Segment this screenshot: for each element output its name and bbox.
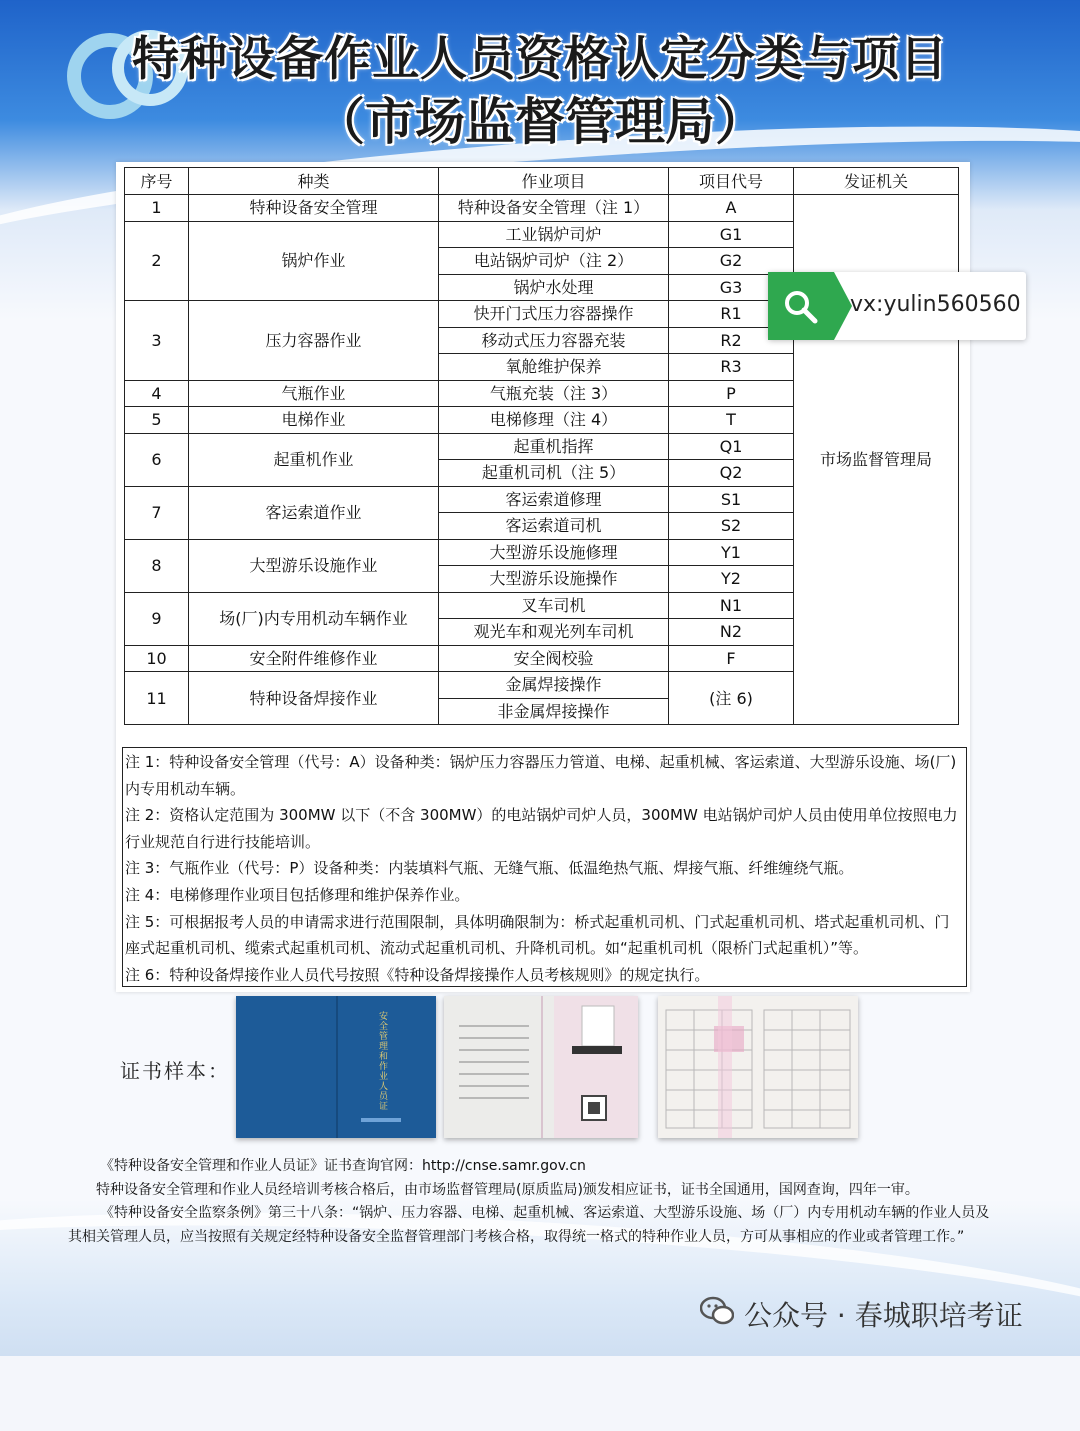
note-line: 注 3：气瓶作业（代号：P）设备种类：内装填料气瓶、无缝气瓶、低温绝热气瓶、焊接气瓶、纤维缠绕气瓶。 xyxy=(125,859,854,878)
row-category: 场(厂)内专用机动车辆作业 xyxy=(189,592,439,645)
qualification-table xyxy=(124,167,959,725)
row-code: G2 xyxy=(669,248,794,275)
row-item: 大型游乐设施修理 xyxy=(439,539,669,566)
issuing-authority: 市场监督管理局 xyxy=(794,195,959,725)
cover-emblem-icon xyxy=(351,1108,411,1138)
row-code: R1 xyxy=(669,301,794,328)
row-item: 客运索道司机 xyxy=(439,513,669,540)
row-item: 叉车司机 xyxy=(439,592,669,619)
row-code: Q1 xyxy=(669,433,794,460)
footer-text xyxy=(68,1155,1048,1249)
header-no: 序号 xyxy=(125,168,189,195)
row-no: 11 xyxy=(125,672,189,725)
watermark-badge xyxy=(768,272,1026,340)
row-no: 9 xyxy=(125,592,189,645)
row-code: G3 xyxy=(669,274,794,301)
row-category: 大型游乐设施作业 xyxy=(189,539,439,592)
row-code: N1 xyxy=(669,592,794,619)
cover-title-text: 安全管理和作业人员证 xyxy=(377,1011,387,1111)
row-no: 3 xyxy=(125,301,189,381)
row-category: 特种设备焊接作业 xyxy=(189,672,439,725)
row-code: Y1 xyxy=(669,539,794,566)
note-line: 注 6：特种设备焊接作业人员代号按照《特种设备焊接操作人员考核规则》的规定执行。 xyxy=(125,965,710,984)
note-line: 注 2：资格认定范围为 300MW 以下（不含 300MW）的电站锅炉司炉人员，300MW 电站锅炉司炉人员由使用单位按照电力 xyxy=(125,806,958,825)
footer-line: 特种设备安全管理和作业人员经培训考核合格后，由市场监督管理局(原质监局)颁发相应证书，证书全国通用，国网查询，四年一审。 xyxy=(96,1181,919,1198)
footer-line: 《特种设备安全监察条例》第三十八条：“锅炉、压力容器、电梯、起重机械、客运索道、大型游乐设施、场（厂）内专用机动车辆的作业人员及 xyxy=(100,1205,990,1221)
row-item: 电站锅炉司炉（注 2） xyxy=(439,248,669,275)
certificate-cover-image xyxy=(236,996,436,1138)
row-item: 非金属焊接操作 xyxy=(439,698,669,725)
row-code: Q2 xyxy=(669,460,794,487)
row-item: 起重机指挥 xyxy=(439,433,669,460)
row-no: 1 xyxy=(125,195,189,222)
row-no: 5 xyxy=(125,407,189,434)
cover-title-band xyxy=(376,1011,392,1121)
table-row xyxy=(125,195,959,222)
row-item: 工业锅炉司炉 xyxy=(439,221,669,248)
row-item: 客运索道修理 xyxy=(439,486,669,513)
row-item: 观光车和观光列车司机 xyxy=(439,619,669,646)
row-item: 气瓶充装（注 3） xyxy=(439,380,669,407)
row-code: N2 xyxy=(669,619,794,646)
row-category: 起重机作业 xyxy=(189,433,439,486)
row-code: P xyxy=(669,380,794,407)
note-line: 注 4：电梯修理作业项目包括修理和维护保养作业。 xyxy=(125,885,470,904)
header-code: 项目代号 xyxy=(669,168,794,195)
row-no: 8 xyxy=(125,539,189,592)
row-item: 移动式压力容器充装 xyxy=(439,327,669,354)
row-item: 大型游乐设施操作 xyxy=(439,566,669,593)
row-code: F xyxy=(669,645,794,672)
brand-text: 公众号 · 春城职培考证 xyxy=(744,1299,1023,1332)
certificate-inner-drawing xyxy=(444,996,638,1138)
row-item: 氧舱维护保养 xyxy=(439,354,669,381)
row-no: 10 xyxy=(125,645,189,672)
row-no: 2 xyxy=(125,221,189,301)
row-category: 特种设备安全管理 xyxy=(189,195,439,222)
search-icon xyxy=(782,288,820,326)
note-line: 内专用机动车辆。 xyxy=(125,779,246,798)
row-code: G1 xyxy=(669,221,794,248)
row-item: 安全阀校验 xyxy=(439,645,669,672)
row-code: A xyxy=(669,195,794,222)
notes-section xyxy=(122,747,967,987)
header-authority: 发证机关 xyxy=(794,168,959,195)
note-line: 注 5：可根据报考人员的申请需求进行范围限制，具体明确限制为：桥式起重机司机、门式起重机司机、塔式起重机司机、门 xyxy=(125,912,950,931)
row-code: S2 xyxy=(669,513,794,540)
row-item: 起重机司机（注 5） xyxy=(439,460,669,487)
row-item: 特种设备安全管理（注 1） xyxy=(439,195,669,222)
row-category: 电梯作业 xyxy=(189,407,439,434)
header-category: 种类 xyxy=(189,168,439,195)
row-item: 金属焊接操作 xyxy=(439,672,669,699)
footer-line: 其相关管理人员，应当按照有关规定经特种设备安全监督管理部门考核合格，取得统一格式的特种作业人员，方可从事相应的作业或者管理工作。” xyxy=(68,1228,965,1245)
row-code: R3 xyxy=(669,354,794,381)
note-line: 注 1：特种设备安全管理（代号：A）设备种类：锅炉压力容器压力管道、电梯、起重机械、客运索道、大型游乐设施、场(厂) xyxy=(125,753,957,771)
note-line: 座式起重机司机、缆索式起重机司机、流动式起重机司机、升降机司机。如“起重机司机（限桥门式起重机）”等。 xyxy=(125,939,869,958)
header-item: 作业项目 xyxy=(439,168,669,195)
certificate-record-drawing xyxy=(658,996,858,1138)
row-category: 安全附件维修作业 xyxy=(189,645,439,672)
note-line: 行业规范自行进行技能培训。 xyxy=(125,832,321,851)
row-category: 客运索道作业 xyxy=(189,486,439,539)
row-item: 锅炉水处理 xyxy=(439,274,669,301)
row-code: S1 xyxy=(669,486,794,513)
row-item: 快开门式压力容器操作 xyxy=(439,301,669,328)
row-code: R2 xyxy=(669,327,794,354)
row-no: 6 xyxy=(125,433,189,486)
footer-line: 《特种设备安全管理和作业人员证》证书查询官网：http://cnse.samr.gov.cn xyxy=(100,1158,586,1174)
certificate-record-image xyxy=(658,996,858,1138)
row-category: 气瓶作业 xyxy=(189,380,439,407)
page-subtitle: （市场监督管理局） xyxy=(315,92,765,151)
row-no: 7 xyxy=(125,486,189,539)
certificate-inner-image xyxy=(444,996,638,1138)
certificate-label: 证书样本： xyxy=(120,1059,230,1083)
row-code: Y2 xyxy=(669,566,794,593)
cover-spine xyxy=(336,996,338,1138)
row-no: 4 xyxy=(125,380,189,407)
watermark-text: vx:yulin560560 xyxy=(850,292,1021,317)
page-title: 特种设备作业人员资格认定分类与项目 xyxy=(132,32,948,87)
row-category: 压力容器作业 xyxy=(189,301,439,381)
watermark-icon-box xyxy=(768,272,834,340)
wechat-icon xyxy=(700,1296,734,1326)
table-header-row xyxy=(125,168,959,195)
row-category: 锅炉作业 xyxy=(189,221,439,301)
row-item: 电梯修理（注 4） xyxy=(439,407,669,434)
row-code: (注 6) xyxy=(669,672,794,725)
row-code: T xyxy=(669,407,794,434)
